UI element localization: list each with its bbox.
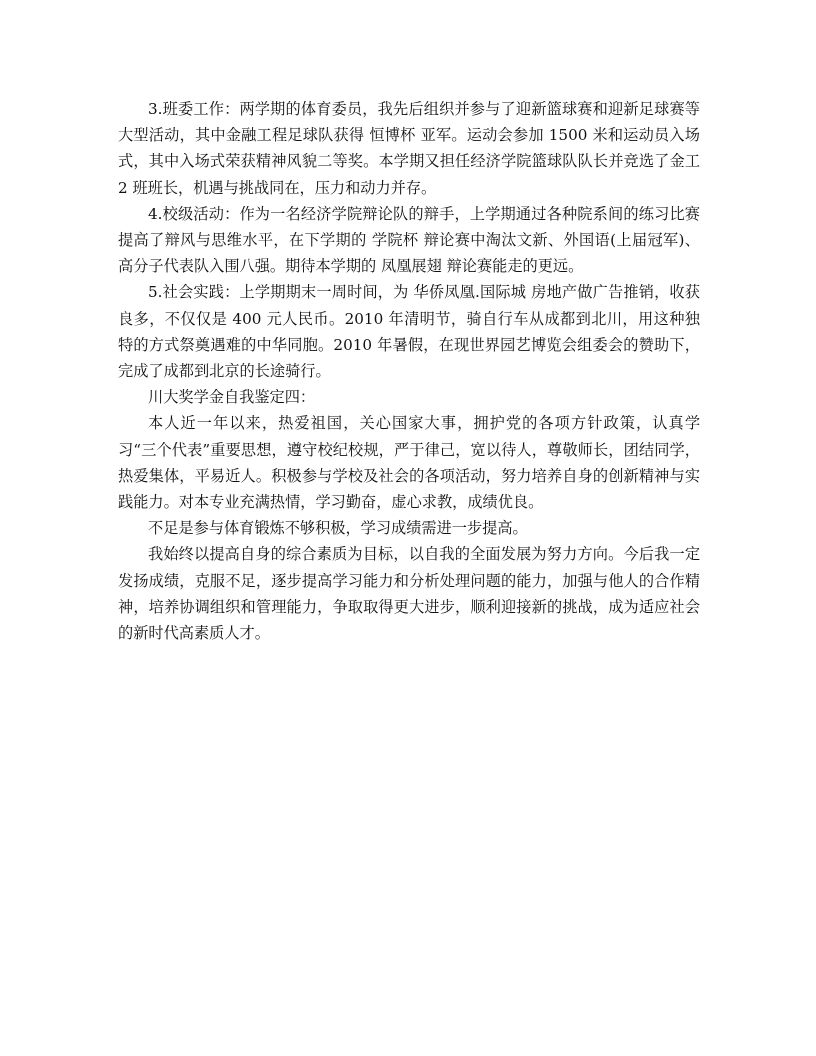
paragraph-shortcomings: 不足是参与体育锻炼不够积极，学习成绩需进一步提高。 bbox=[148, 519, 528, 538]
document-body bbox=[118, 96, 700, 646]
paragraph-class-committee: 3.班委工作：两学期的体育委员，我先后组织并参与了迎新篮球赛和迎新足球赛等大型活动，其中金融工程足球队获得 恒博杯 亚军。运动会参加 1500 米和运动员入场式，其中入场式荣获精神风貌二等奖。本学期又担任经济学院篮球队队长并竞选了金工 2 班班长，机遇与挑战同在，压力和动力并存。 bbox=[118, 100, 700, 197]
paragraph-school-activities: 4.校级活动：作为一名经济学院辩论队的辩手，上学期通过各种院系间的练习比赛提高了辩风与思维水平，在下学期的 学院杯 辩论赛中淘汰文新、外国语(上届冠军)、高分子代表队入围八强。期待本学期的 凤凰展翅 辩论赛能走的更远。 bbox=[118, 204, 700, 276]
paragraph-social-practice: 5.社会实践：上学期期末一周时间，为 华侨凤凰.国际城 房地产做广告推销，收获良多，不仅仅是 400 元人民币。2010 年清明节，骑自行车从成都到北川，用这种独特的方式祭奠遇难的中华同胞。2010 年暑假，在现世界园艺博览会组委会的赞助下，完成了成都到北京的长途骑行。 bbox=[118, 283, 700, 381]
paragraph-self-assessment: 本人近一年以来，热爱祖国，关心国家大事，拥护党的各项方针政策，认真学习“三个代表”重要思想，遵守校纪校规，严于律己，宽以待人，尊敬师长，团结同学，热爱集体，平易近人。积极参与学校及社会的各项活动，努力培养自身的创新精神与实践能力。对本专业充满热情，学习勤奋，虚心求教，成绩优良。 bbox=[118, 414, 700, 512]
section-heading: 川大奖学金自我鉴定四： bbox=[148, 388, 316, 407]
paragraph-goals: 我始终以提高自身的综合素质为目标，以自我的全面发展为努力方向。今后我一定发扬成绩，克服不足，逐步提高学习能力和分析处理问题的能力，加强与他人的合作精神，培养协调组织和管理能力，争取取得更大进步，顺利迎接新的挑战，成为适应社会的新时代高素质人才。 bbox=[118, 545, 700, 643]
